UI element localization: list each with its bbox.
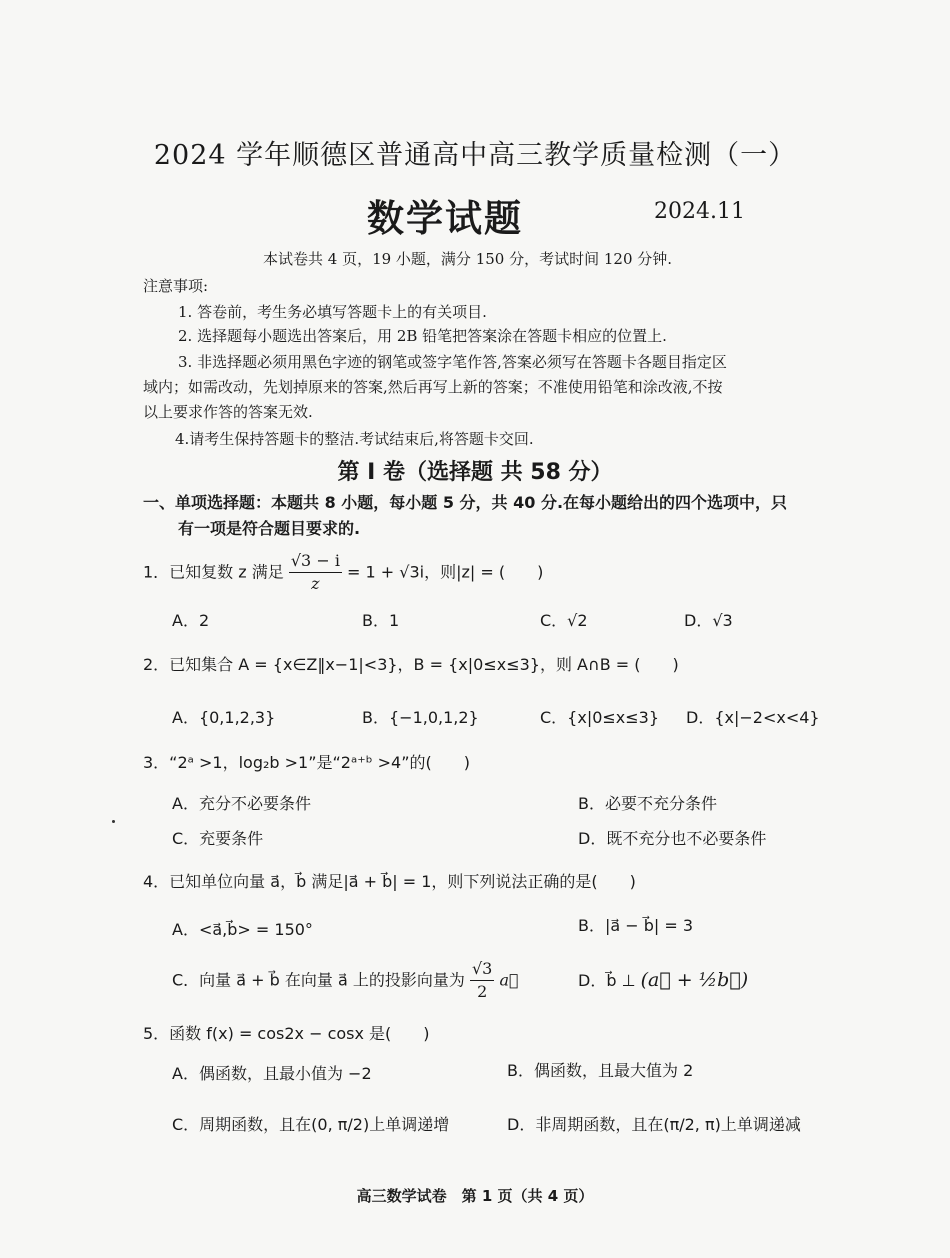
q2-option-c: C．{x|0≤x≤3} bbox=[540, 708, 660, 727]
q4-c-den: 2 bbox=[477, 982, 488, 1001]
q3-option-c: C．充要条件 bbox=[172, 829, 264, 848]
notice-title: 注意事项: bbox=[143, 277, 209, 295]
q1-option-c: C．√2 bbox=[540, 611, 588, 630]
subject-title: 数学试题 bbox=[367, 196, 523, 240]
exam-title: 2024 学年顺德区普通高中高三教学质量检测（一） bbox=[153, 140, 797, 171]
q5-option-d: D．非周期函数，且在(π/2, π)上单调递减 bbox=[507, 1115, 801, 1134]
q3-option-a: A．充分不必要条件 bbox=[172, 794, 311, 813]
q4-c-fraction bbox=[470, 958, 494, 1003]
q2-option-b: B．{−1,0,1,2} bbox=[362, 708, 479, 727]
q1-fraction bbox=[289, 550, 342, 595]
q1-option-d: D．√3 bbox=[684, 611, 733, 630]
notice-item-2: 2. 选择题每小题选出答案后，用 2B 铅笔把答案涂在答题卡相应的位置上. bbox=[178, 327, 667, 345]
question-4-stem: 4．已知单位向量 a⃗，b⃗ 满足|a⃗ + b⃗| = 1，则下列说法正确的是( ) bbox=[143, 872, 636, 891]
q2-option-a: A．{0,1,2,3} bbox=[172, 708, 276, 727]
q4-c-suffix: a⃗ bbox=[499, 970, 519, 990]
q3-option-b: B．必要不充分条件 bbox=[578, 794, 717, 813]
notice-item-3-cont: 域内；如需改动，先划掉原来的答案,然后再写上新的答案；不准使用铅笔和涂改液,不按 bbox=[143, 378, 723, 396]
q4-option-d bbox=[578, 968, 748, 991]
q1-option-b: B．1 bbox=[362, 611, 400, 630]
q2-option-d: D．{x|−2<x<4} bbox=[686, 708, 820, 727]
notice-item-1: 1. 答卷前，考生务必填写答题卡上的有关项目. bbox=[178, 303, 487, 321]
q4-option-c bbox=[172, 958, 519, 1003]
q4-c-num: √3 bbox=[470, 958, 494, 981]
notice-item-3-end: 以上要求作答的答案无效. bbox=[143, 403, 313, 421]
part-instructions: 一、单项选择题：本题共 8 小题，每小题 5 分，共 40 分.在每小题给出的四个选项中，只 bbox=[143, 493, 788, 512]
q1-prefix: 1．已知复数 z 满足 bbox=[143, 562, 284, 582]
part-instructions-cont: 有一项是符合题目要求的. bbox=[178, 519, 361, 538]
notice-item-3: 3. 非选择题必须用黑色字迹的钢笔或签字笔作答,答案必须写在答题卡各题目指定区 bbox=[178, 353, 727, 371]
q1-frac-den: z bbox=[311, 574, 320, 593]
page-footer: 高三数学试卷 第 1 页（共 4 页） bbox=[356, 1187, 594, 1205]
q5-option-a: A．偶函数，且最小值为 −2 bbox=[172, 1064, 372, 1083]
q4-option-b: B．|a⃗ − b⃗| = 3 bbox=[578, 916, 694, 935]
exam-intro: 本试卷共 4 页，19 小题，满分 150 分，考试时间 120 分钟. bbox=[263, 250, 673, 268]
q1-suffix: = 1 + √3i，则|z| = ( ) bbox=[347, 562, 544, 582]
q1-frac-num: √3 − i bbox=[289, 550, 342, 573]
q4-c-prefix: C．向量 a⃗ + b⃗ 在向量 a⃗ 上的投影向量为 bbox=[172, 970, 465, 990]
stray-mark bbox=[112, 820, 115, 823]
q1-option-a: A．2 bbox=[172, 611, 210, 630]
q5-option-c: C．周期函数，且在(0, π/2)上单调递增 bbox=[172, 1115, 450, 1134]
section-title: 第 I 卷（选择题 共 58 分） bbox=[337, 460, 613, 485]
question-1-stem bbox=[143, 550, 543, 595]
notice-item-4: 4.请考生保持答题卡的整洁.考试结束后,将答题卡交回. bbox=[175, 430, 534, 448]
q4-option-a: A．<a⃗,b⃗> = 150° bbox=[172, 920, 313, 939]
question-2-stem: 2．已知集合 A = {x∈Z‖x−1|<3}，B = {x|0≤x≤3}，则 A∩B = ( ) bbox=[143, 655, 679, 674]
q3-option-d: D．既不充分也不必要条件 bbox=[578, 829, 767, 848]
q5-option-b: B．偶函数，且最大值为 2 bbox=[507, 1061, 694, 1080]
question-3-stem: 3．“2ᵃ >1，log₂b >1”是“2ᵃ⁺ᵇ >4”的( ) bbox=[143, 753, 470, 772]
q4-d-prefix: D．b⃗ ⊥ bbox=[578, 971, 636, 990]
question-5-stem: 5．函数 f(x) = cos2x − cosx 是( ) bbox=[143, 1024, 430, 1043]
q4-d-inner: (a⃗ + ½b⃗) bbox=[640, 969, 749, 991]
exam-date: 2024.11 bbox=[654, 199, 745, 224]
